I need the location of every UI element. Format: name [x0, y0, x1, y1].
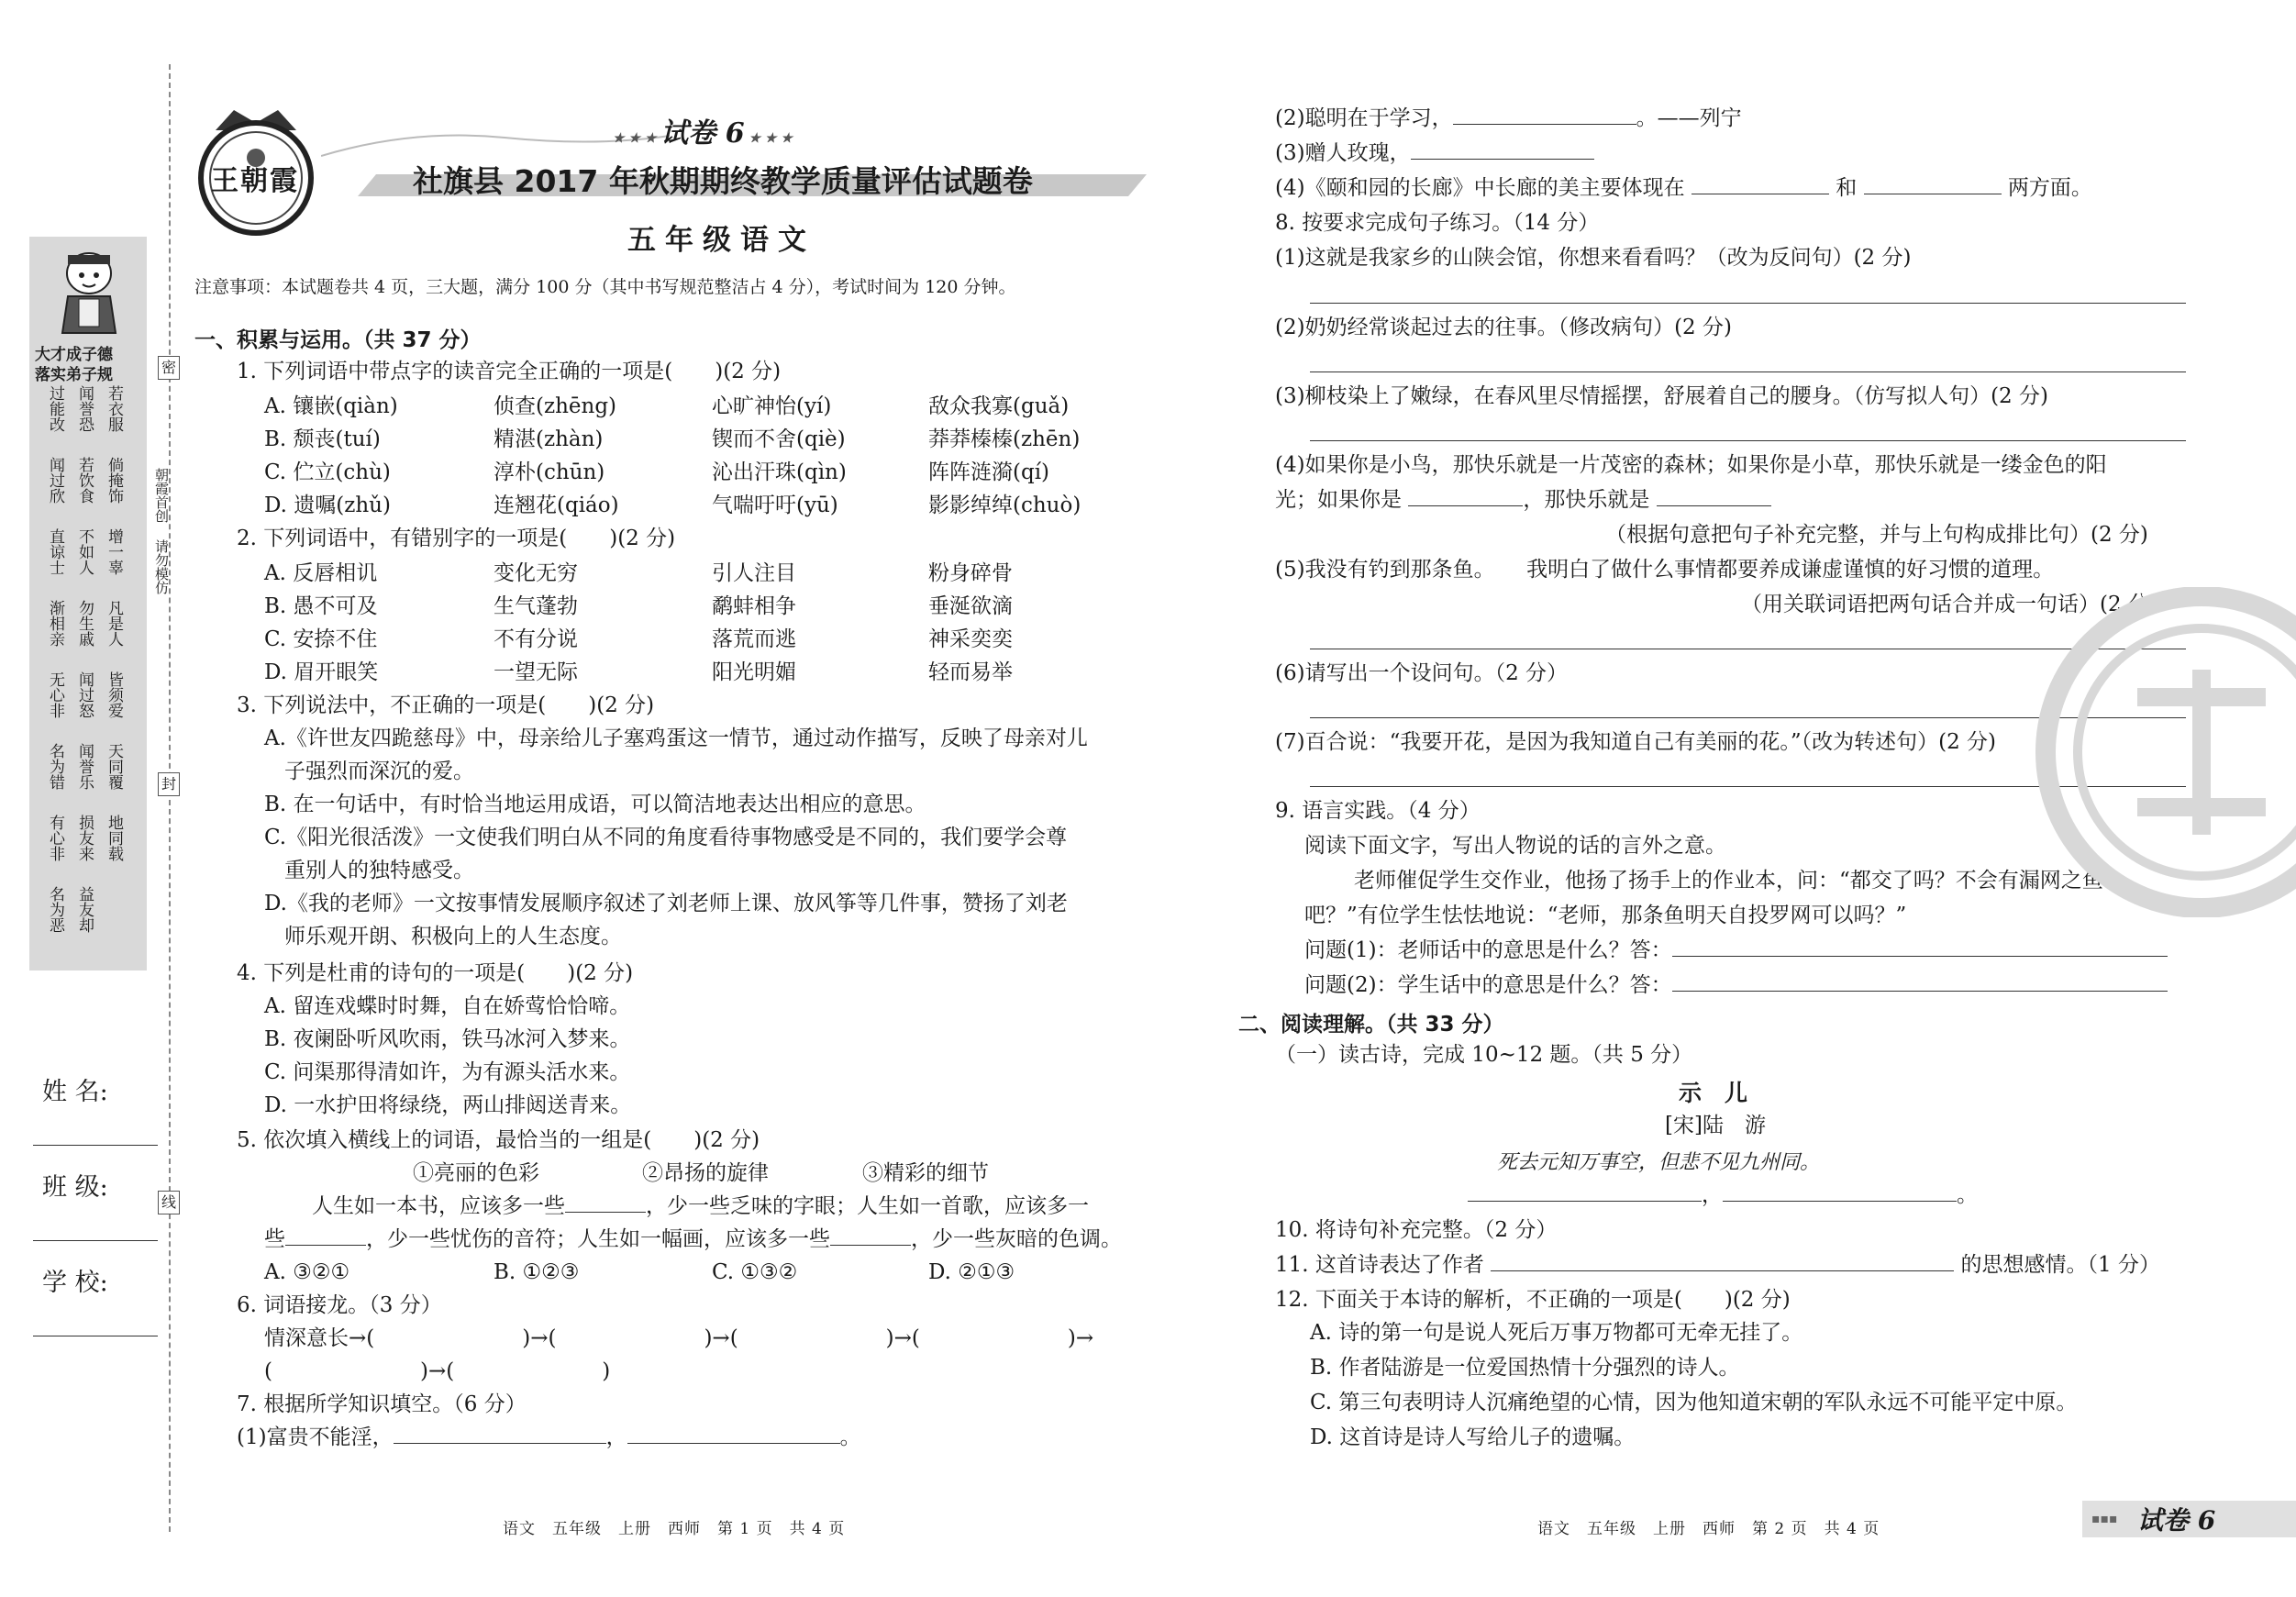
q2-option-d-3: 阳光明媚	[712, 660, 796, 684]
q1-option-b-1[interactable]: B. 颓丧(tuí)	[264, 427, 381, 451]
q4-line-3[interactable]: C. 问渠那得清如许，为有源头活水来。	[264, 1060, 631, 1084]
q7-4-blank-1[interactable]	[1691, 173, 1829, 194]
q2-option-a-4: 粉身碎骨	[928, 561, 1013, 585]
q3-stem: 3. 下列说法中，不正确的一项是( )(2 分)	[237, 693, 655, 717]
sidebar-verse: 有心非	[46, 815, 64, 861]
q1-option-b-3: 锲而不舍(qiè)	[712, 427, 846, 451]
q8-5-line-1: (5)我没有钓到那条鱼。 我明白了做什么事情都要养成谦虚谨慎的好习惯的道理。	[1275, 558, 2055, 582]
sidebar-verse: 若饮食	[75, 457, 94, 504]
q8-4-requirement: （根据句意把句子补充完整，并与上句构成排比句）(2 分)	[1605, 523, 2148, 547]
sidebar-verse: 直谅士	[46, 528, 64, 575]
sidebar-verse: 闻过怒	[75, 671, 94, 718]
sidebar-slogan-2: 落实弟子规	[35, 366, 113, 384]
exam-title: 社旗县 2017 年秋期期终教学质量评估试题卷	[413, 163, 1033, 199]
sidebar-verse: 损友来	[75, 815, 94, 861]
poem-author: [宋]陆 游	[1665, 1114, 1766, 1137]
q7-2-blank[interactable]	[1453, 104, 1636, 125]
q2-option-b-2: 生气蓬勃	[494, 594, 578, 618]
seal-line	[169, 64, 171, 1532]
q5-item-2: ②昂扬的旋律	[642, 1161, 769, 1185]
footer-page-1: 语文 五年级 上册 西师 第 1 页 共 4 页	[503, 1520, 846, 1538]
q4-stem: 4. 下列是杜甫的诗句的一项是( )(2 分)	[237, 961, 634, 985]
sidebar-verse: 过能改	[46, 385, 64, 432]
q5-stem: 5. 依次填入横线上的词语，最恰当的一组是( )(2 分)	[237, 1128, 760, 1152]
q9-question-2: 问题(2)：学生话中的意思是什么？答：	[1304, 970, 2168, 1002]
q3-line-4[interactable]: C.《阳光很活泼》一文使我们明白从不同的角度看待事物感受是不同的，我们要学会尊	[264, 826, 1068, 849]
q8-4-line-2: 光；如果你是 ，那快乐就是	[1275, 484, 1771, 516]
q8-stem: 8. 按要求完成句子练习。（14 分）	[1275, 211, 1600, 235]
q8-1: (1)这就是我家乡的山陕会馆，你想来看看吗？（改为反问句）(2 分)	[1275, 246, 1912, 270]
q4-line-2[interactable]: B. 夜阑卧听风吹雨，铁马冰河入梦来。	[264, 1027, 631, 1051]
q4-line-1[interactable]: A. 留连戏蝶时时舞，自在娇莺恰恰啼。	[264, 994, 631, 1018]
q1-option-c-3: 沁出汗珠(qìn)	[712, 460, 847, 484]
q9-instruction: 阅读下面文字，写出人物说的话的言外之意。	[1304, 834, 1726, 858]
q9-stem: 9. 语言实践。（4 分）	[1275, 799, 1481, 823]
sidebar-verse: 名为恶	[46, 886, 64, 933]
q7-1: (1)富贵不能淫， ， 。	[237, 1422, 861, 1454]
mascot-illustration	[48, 246, 130, 338]
copyright-note: 朝霞首创 请勿模仿	[153, 468, 170, 594]
q5-item-1: ①亮丽的色彩	[413, 1161, 539, 1185]
q1-option-c-4: 阵阵涟漪(qí)	[928, 460, 1050, 484]
q3-line-5: 重别人的独特感受。	[284, 859, 474, 882]
notice-text: 注意事项：本试题卷共 4 页，三大题，满分 100 分（其中书写规范整洁占 4 分），考试时间为 120 分钟。	[194, 277, 1016, 297]
q1-option-c-2: 淳朴(chūn)	[494, 460, 605, 484]
footer-page-2: 语文 五年级 上册 西师 第 2 页 共 4 页	[1537, 1520, 1880, 1538]
q5-blank-3[interactable]	[830, 1225, 911, 1246]
q2-option-a-1[interactable]: A. 反唇相讥	[264, 561, 378, 585]
q1-option-d-3: 气喘吁吁(yū)	[712, 494, 838, 517]
sidebar-verse: 不如人	[75, 528, 94, 575]
q8-4-blank-2[interactable]	[1657, 485, 1771, 506]
q5-passage-line-1: 人生如一本书，应该多一些 ，少一些乏味的字眼；人生如一首歌，应该多一	[312, 1191, 1089, 1223]
q7-3-blank[interactable]	[1411, 139, 1594, 160]
q12-line-2[interactable]: B. 作者陆游是一位爱国热情十分强烈的诗人。	[1310, 1356, 1740, 1380]
passage-1-title: （一）读古诗，完成 10~12 题。（共 5 分）	[1275, 1043, 1693, 1067]
sidebar-verse: 勿生戚	[75, 600, 94, 647]
sidebar-verse: 凡是人	[105, 600, 123, 647]
q6-chain-line-1[interactable]: 情深意长→( )→( )→( )→( )→	[264, 1326, 1094, 1350]
q9-passage-1: 老师催促学生交作业，他扬了扬手上的作业本，问：“都交了吗？不会有漏网之鱼	[1354, 869, 2103, 893]
subject-title: 五年级语文	[627, 224, 815, 257]
q4-line-4[interactable]: D. 一水护田将绿绕，两山排闼送青来。	[264, 1093, 632, 1117]
q8-6: (6)请写出一个设问句。（2 分）	[1275, 661, 1569, 685]
sidebar-verse: 天同覆	[105, 743, 123, 790]
q12-line-4[interactable]: D. 这首诗是诗人写给儿子的遗嘱。	[1310, 1425, 1636, 1449]
q2-option-c-1[interactable]: C. 安捺不住	[264, 627, 378, 651]
sidebar-verse: 名为错	[46, 743, 64, 790]
logo-text: 王朝霞	[211, 165, 299, 197]
sidebar-verse: 闻誉乐	[75, 743, 94, 790]
q2-option-c-2: 不有分说	[494, 627, 578, 651]
q2-option-a-3: 引人注目	[712, 561, 796, 585]
q2-option-c-3: 落荒而逃	[712, 627, 796, 651]
q6-chain-line-2[interactable]: ( )→( )	[264, 1359, 611, 1383]
q2-stem: 2. 下列词语中，有错别字的一项是( )(2 分)	[237, 527, 676, 550]
q7-stem: 7. 根据所学知识填空。（6 分）	[237, 1392, 527, 1416]
q3-line-6[interactable]: D.《我的老师》一文按事情发展顺序叙述了刘老师上课、放风筝等几件事，赞扬了刘老	[264, 892, 1068, 915]
q8-4-line-1: (4)如果你是小鸟，那快乐就是一片茂密的森林；如果你是小草，那快乐就是一缕金色的阳	[1275, 453, 2107, 477]
q9-passage-2: 吧？”有位学生怯怯地说：“老师，那条鱼明天自投罗网可以吗？”	[1304, 904, 1907, 927]
section-2-title: 二、阅读理解。（共 33 分）	[1238, 1013, 1504, 1037]
q3-line-1[interactable]: A.《许世友四跪慈母》中，母亲给儿子塞鸡蛋这一情节，通过动作描写，反映了母亲对儿	[264, 726, 1088, 750]
sidebar-verses	[37, 385, 139, 954]
q9-question-1: 问题(1)：老师话中的意思是什么？答：	[1304, 935, 2168, 967]
q7-3: (3)赠人玫瑰，	[1275, 138, 1594, 170]
sidebar-verse: 皆须爱	[105, 671, 123, 718]
q7-2: (2)聪明在于学习， 。——列宁	[1275, 103, 1742, 135]
section-1-title: 一、积累与运用。（共 37 分）	[194, 328, 482, 352]
q2-option-c-4: 神采奕奕	[928, 627, 1013, 651]
q1-option-a-3: 心旷神怡(yí)	[712, 394, 832, 418]
q7-1-blank-2[interactable]	[627, 1423, 840, 1444]
q7-4-blank-2[interactable]	[1864, 173, 2002, 194]
exam-number: 试卷 6	[660, 117, 745, 150]
q9-answer-2[interactable]	[1672, 970, 2168, 992]
seal-char-xian: 线	[158, 1191, 180, 1214]
q2-option-a-2: 变化无穷	[494, 561, 578, 585]
q7-1-blank-1[interactable]	[394, 1423, 606, 1444]
exam-badge	[613, 110, 793, 150]
q2-option-d-2: 一望无际	[494, 660, 578, 684]
q1-option-d-2: 连翘花(qiáo)	[494, 494, 619, 517]
q5-blank-1[interactable]	[565, 1192, 646, 1213]
q12-stem: 12. 下面关于本诗的解析，不正确的一项是( )(2 分)	[1275, 1288, 1791, 1312]
q8-2: (2)奶奶经常谈起过去的往事。（修改病句）(2 分)	[1275, 316, 1732, 339]
q1-option-b-2: 精湛(zhàn)	[494, 427, 604, 451]
q3-line-7: 师乐观开朗、积极向上的人生态度。	[284, 925, 622, 948]
watermark-seal-icon	[2027, 587, 2296, 917]
q10-stem: 10. 将诗句补充完整。（2 分）	[1275, 1218, 1558, 1242]
sidebar-verse: 若衣服	[105, 385, 123, 432]
q5-option-c[interactable]: C. ①③②	[712, 1260, 798, 1284]
school-label: 学 校:	[42, 1269, 108, 1297]
q8-3-answer-line[interactable]	[1310, 440, 2186, 441]
q3-line-3[interactable]: B. 在一句话中，有时恰当地运用成语，可以简洁地表达出相应的意思。	[264, 793, 926, 816]
q12-line-1[interactable]: A. 诗的第一句是说人死后万事万物都可无牵无挂了。	[1310, 1321, 1803, 1345]
q12-line-3[interactable]: C. 第三句表明诗人沉痛绝望的心情，因为他知道宋朝的军队永远不可能平定中原。	[1310, 1391, 2078, 1414]
sidebar-verse: 地同载	[105, 815, 123, 861]
q8-3: (3)柳枝染上了嫩绿，在春风里尽情摇摆，舒展着自己的腰身。（仿写拟人句）(2 分)	[1275, 384, 2048, 408]
poem-blank-1[interactable]	[1468, 1181, 1702, 1202]
class-label: 班 级:	[42, 1173, 108, 1202]
q5-passage-line-2: 些 ，少一些忧伤的音符；人生如一幅画，应该多一些 ，少一些灰暗的色调。	[264, 1224, 1122, 1256]
q8-7: (7)百合说：“我要开花，是因为我知道自己有美丽的花。”（改为转述句）(2 分)	[1275, 730, 1996, 754]
corner-exam-label: 试卷 6	[2137, 1505, 2216, 1536]
q8-5-requirement: （用关联词语把两句话合并成一句话）(2 分)	[1741, 593, 2157, 616]
sidebar-verse: 渐相亲	[46, 600, 64, 647]
q1-option-d-4: 影影绰绰(chuò)	[928, 494, 1081, 517]
sidebar-verse: 益友却	[75, 886, 94, 933]
q2-option-b-1[interactable]: B. 愚不可及	[264, 594, 378, 618]
q1-option-a-2: 侦查(zhēng)	[494, 394, 617, 418]
q1-option-a-1[interactable]: A. 镶嵌(qiàn)	[264, 394, 398, 418]
q1-option-d-1[interactable]: D. 遗嘱(zhǔ)	[264, 494, 391, 517]
q5-option-a[interactable]: A. ③②①	[264, 1260, 350, 1284]
sidebar-verse: 闻誉恐	[75, 385, 94, 432]
q5-option-d[interactable]: D. ②①③	[928, 1260, 1015, 1284]
corner-deco-icon: ▪▪▪	[2091, 1512, 2118, 1526]
sidebar-verse: 倘掩饰	[105, 457, 123, 504]
star-deco-icon: ★ ★ ★	[613, 131, 661, 146]
q2-option-d-1[interactable]: D. 眉开眼笑	[264, 660, 379, 684]
sidebar-slogan-1: 大才成子德	[35, 346, 113, 364]
q5-blank-2[interactable]	[285, 1225, 366, 1246]
q2-option-b-3: 鹬蚌相争	[712, 594, 796, 618]
seal-char-feng: 封	[158, 772, 180, 796]
q7-4: (4)《颐和园的长廊》中长廊的美主要体现在 和 两方面。	[1275, 172, 2092, 205]
q3-line-2: 子强烈而深沉的爱。	[284, 760, 474, 783]
sidebar-verse: 闻过欣	[46, 457, 64, 504]
q6-stem: 6. 词语接龙。（3 分）	[237, 1293, 442, 1317]
star-deco-icon: ★ ★ ★	[744, 131, 793, 146]
poem-blank-2[interactable]	[1723, 1181, 1957, 1202]
sidebar-verse: 增一辜	[105, 528, 123, 575]
q1-stem: 1. 下列词语中带点字的读音完全正确的一项是( )(2 分)	[237, 360, 782, 383]
q1-option-c-1[interactable]: C. 伫立(chù)	[264, 460, 391, 484]
name-label: 姓 名:	[42, 1078, 108, 1106]
sidebar-verse: 无心非	[46, 671, 64, 718]
q11-stem: 11. 这首诗表达了作者 的思想感情。（1 分）	[1275, 1249, 2160, 1281]
poem-line: 死去元知万事空，但悲不见九州同。	[1497, 1151, 1821, 1174]
name-field[interactable]	[33, 1145, 158, 1146]
q1-option-b-4: 莽莽榛榛(zhēn)	[928, 427, 1081, 451]
q2-option-d-4: 轻而易举	[928, 660, 1013, 684]
q9-answer-1[interactable]	[1672, 936, 2168, 957]
q8-4-blank-1[interactable]	[1408, 485, 1523, 506]
q5-item-3: ③精彩的细节	[862, 1161, 989, 1185]
q1-option-a-4: 敌众我寡(guǎ)	[928, 394, 1070, 418]
seal-char-mi: 密	[158, 356, 180, 380]
q8-1-answer-line[interactable]	[1310, 303, 2186, 304]
poem-fill: ， 。	[1468, 1180, 1978, 1212]
poem-title: 示 儿	[1679, 1080, 1748, 1106]
q2-option-b-4: 垂涎欲滴	[928, 594, 1013, 618]
class-field[interactable]	[33, 1240, 158, 1241]
q5-option-b[interactable]: B. ①②③	[494, 1260, 580, 1284]
q11-blank[interactable]	[1491, 1250, 1954, 1271]
